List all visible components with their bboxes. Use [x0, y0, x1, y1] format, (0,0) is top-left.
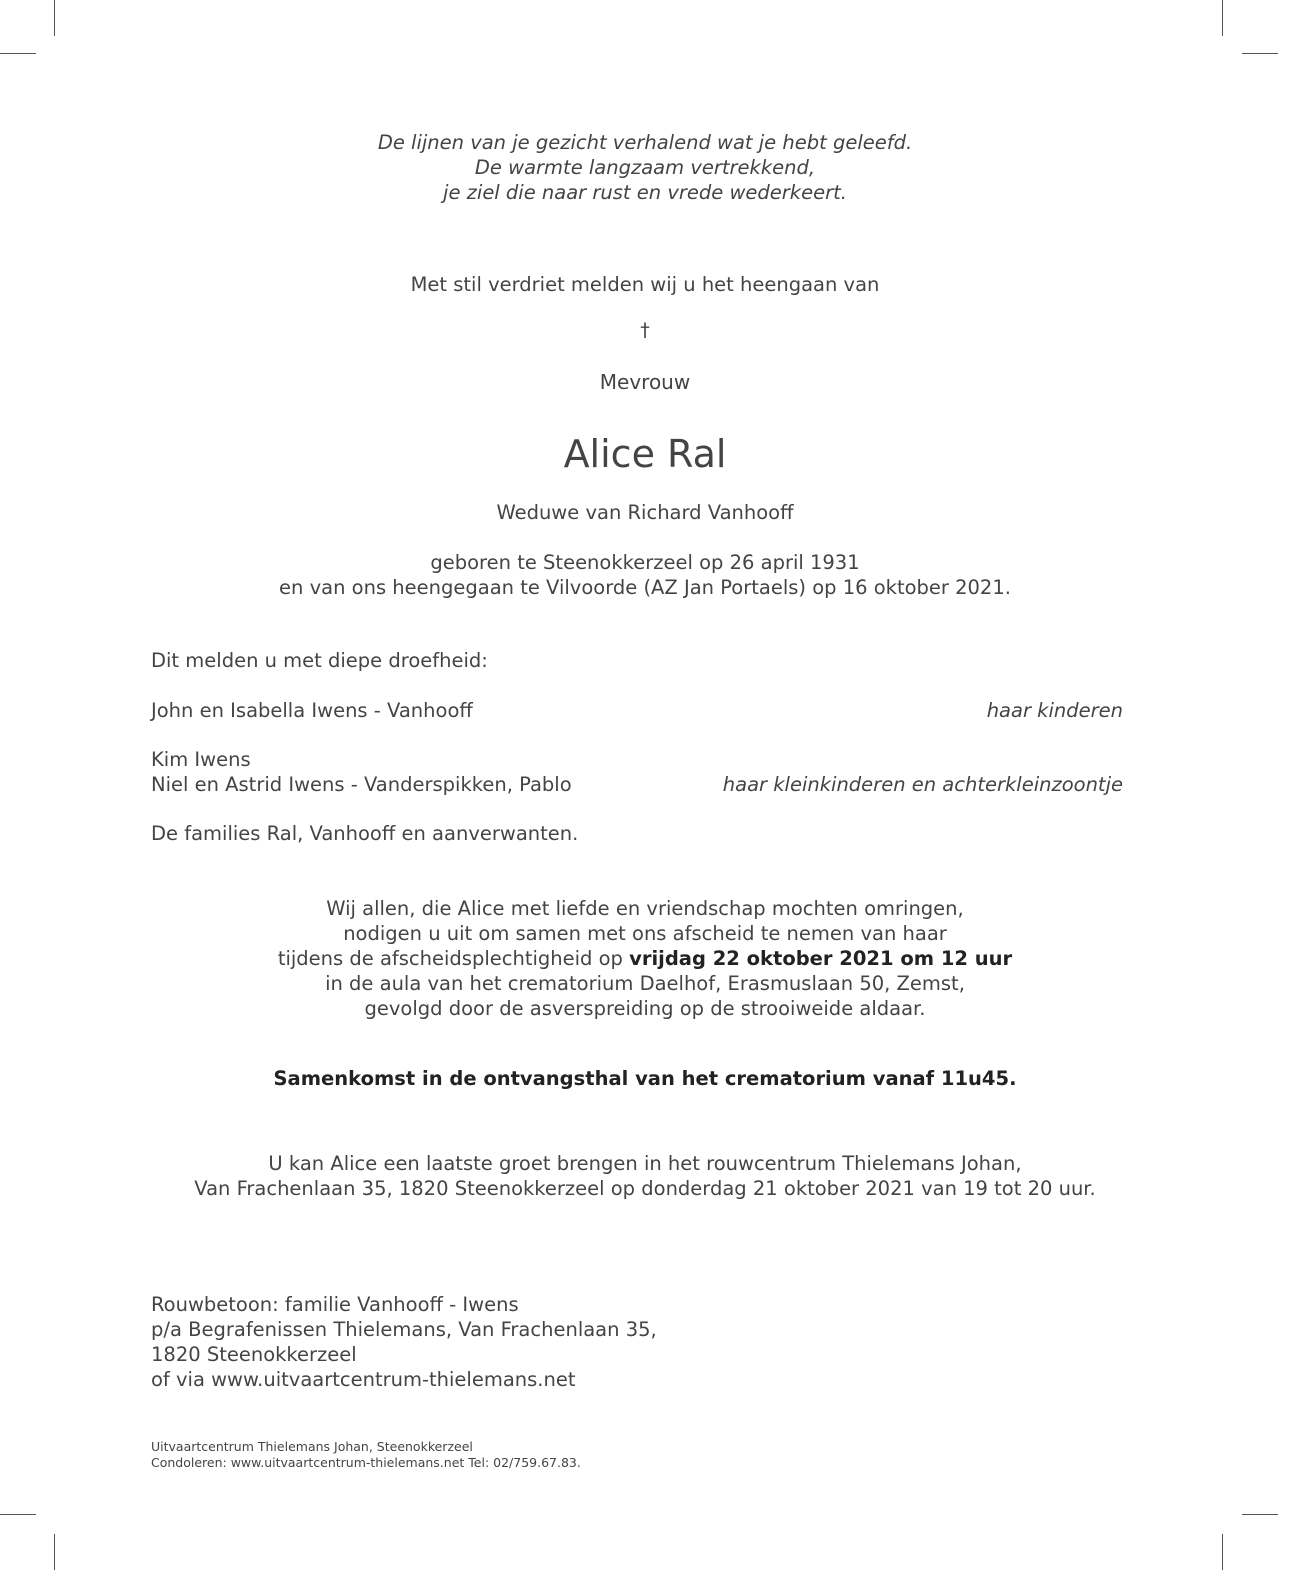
- crop-mark-top-left-vertical: [54, 0, 55, 36]
- grandchildren-names: [151, 747, 572, 797]
- honorific-title: Mevrouw: [599, 370, 691, 394]
- footer-line: Condoleren: www.uitvaartcentrum-thielemans.net Tel: 02/759.67.83.: [151, 1455, 581, 1470]
- ceremony-date: vrijdag 22 oktober 2021 om 12 uur: [629, 947, 1013, 970]
- grandchildren-role: haar kleinkinderen en achterkleinzoontje: [722, 773, 1123, 796]
- ceremony-line: [0, 946, 1290, 971]
- died-line: en van ons heengegaan te Vilvoorde (AZ Jan Portaels) op 16 oktober 2021.: [279, 576, 1011, 599]
- visit-line: U kan Alice een laatste groet brengen in het rouwcentrum Thielemans Johan,: [268, 1152, 1022, 1175]
- cross-symbol: †: [640, 319, 650, 341]
- crop-mark-bottom-right-vertical: [1222, 1534, 1223, 1570]
- address-line: Rouwbetoon: familie Vanhooff - Iwens: [151, 1293, 519, 1316]
- crop-mark-top-left-horizontal: [0, 53, 36, 54]
- ceremony-info: [0, 896, 1290, 1021]
- children-names: John en Isabella Iwens - Vanhooff: [151, 699, 473, 722]
- visit-line: Van Frachenlaan 35, 1820 Steenokkerzeel op donderdag 21 oktober 2021 van 19 tot 20 uur.: [194, 1177, 1096, 1200]
- ceremony-line: nodigen u uit om samen met ons afscheid te nemen van haar: [343, 922, 947, 945]
- condolence-address: [151, 1292, 657, 1392]
- address-line: 1820 Steenokkerzeel: [151, 1343, 357, 1366]
- grandchild-name: Kim Iwens: [151, 748, 251, 771]
- deceased-name: Alice Ral: [563, 432, 727, 476]
- ceremony-date-prefix: tijdens de afscheidsplechtigheid op: [277, 947, 630, 970]
- birth-death-dates: [0, 550, 1290, 600]
- poem-line: De warmte langzaam vertrekkend,: [474, 156, 816, 179]
- funeral-home-footer: [151, 1439, 581, 1471]
- ceremony-line: gevolgd door de asverspreiding op de strooiweide aldaar.: [364, 997, 926, 1020]
- family-intro: Dit melden u met diepe droefheid:: [151, 649, 488, 672]
- widow-of: Weduwe van Richard Vanhooff: [496, 501, 794, 524]
- address-line: of via www.uitvaartcentrum-thielemans.net: [151, 1368, 576, 1391]
- announcement-intro: Met stil verdriet melden wij u het heengaan van: [410, 273, 880, 296]
- crop-mark-top-right-horizontal: [1242, 53, 1278, 54]
- footer-line: Uitvaartcentrum Thielemans Johan, Steenokkerzeel: [151, 1439, 473, 1454]
- address-line: p/a Begrafenissen Thielemans, Van Frachenlaan 35,: [151, 1318, 657, 1341]
- crop-mark-bottom-left-vertical: [54, 1534, 55, 1570]
- gathering-note: Samenkomst in de ontvangsthal van het crematorium vanaf 11u45.: [273, 1067, 1017, 1090]
- families-line: De families Ral, Vanhooff en aanverwanten.: [151, 822, 579, 845]
- ceremony-line: Wij allen, die Alice met liefde en vriendschap mochten omringen,: [326, 897, 964, 920]
- poem-line: De lijnen van je gezicht verhalend wat je hebt geleefd.: [377, 131, 913, 154]
- ceremony-line: in de aula van het crematorium Daelhof, Erasmuslaan 50, Zemst,: [325, 972, 965, 995]
- grandchild-name: Niel en Astrid Iwens - Vanderspikken, Pablo: [151, 773, 572, 796]
- crop-mark-top-right-vertical: [1222, 0, 1223, 36]
- born-line: geboren te Steenokkerzeel op 26 april 1931: [430, 551, 860, 574]
- crop-mark-bottom-right-horizontal: [1242, 1514, 1278, 1515]
- poem: [0, 130, 1290, 205]
- children-role: haar kinderen: [986, 699, 1123, 722]
- crop-mark-bottom-left-horizontal: [0, 1514, 36, 1515]
- poem-line: je ziel die naar rust en vrede wederkeert.: [443, 181, 847, 204]
- visitation-info: [0, 1151, 1290, 1201]
